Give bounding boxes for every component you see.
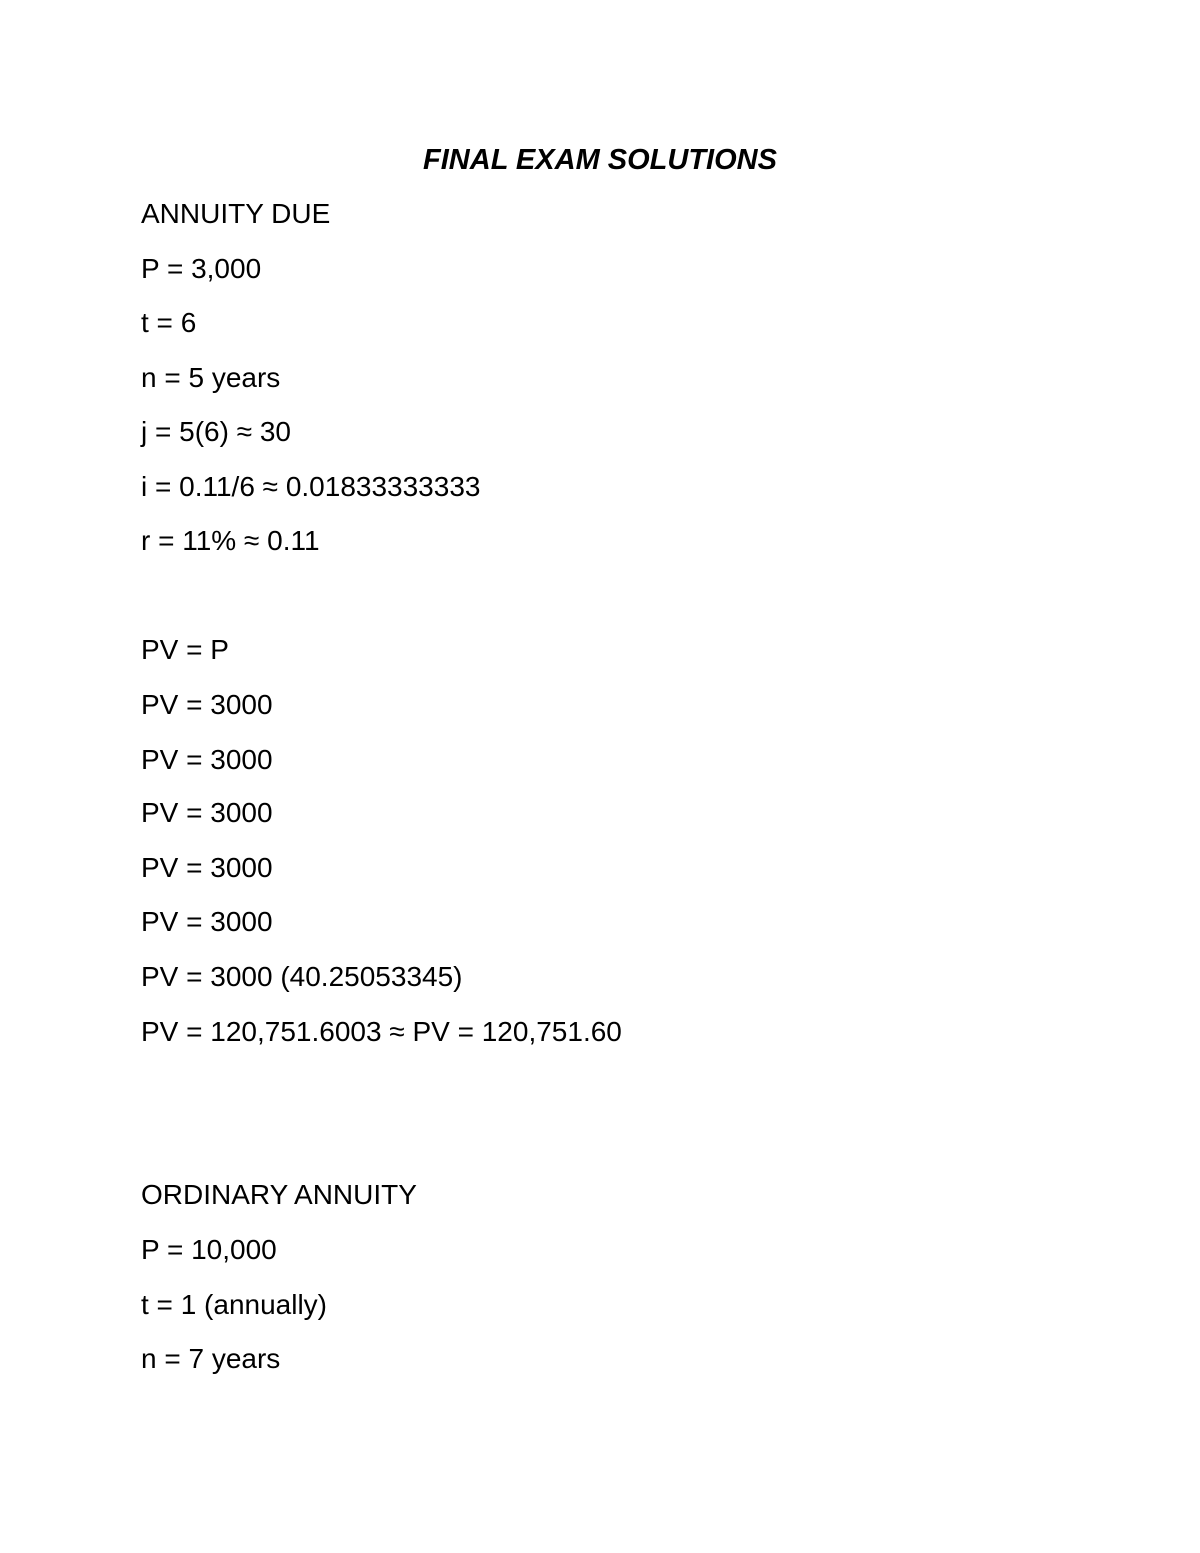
step-line: PV = 3000 — [141, 689, 273, 720]
page-title: FINAL EXAM SOLUTIONS — [423, 144, 777, 176]
given-periods-per-year: t = 6 — [141, 307, 197, 338]
step-line: PV = 3000 — [141, 852, 273, 883]
given-periods-per-year: t = 1 (annually) — [141, 1289, 327, 1320]
step-line: PV = 3000 — [141, 744, 273, 775]
section-heading-ordinary-annuity: ORDINARY ANNUITY — [141, 1179, 417, 1210]
given-years: n = 5 years — [141, 362, 281, 393]
given-years: n = 7 years — [141, 1343, 281, 1374]
step-factor: PV = 3000 (40.25053345) — [141, 961, 463, 992]
given-principal: P = 10,000 — [141, 1234, 277, 1265]
given-principal: P = 3,000 — [141, 253, 262, 284]
step-line: PV = 3000 — [141, 906, 273, 937]
given-periodic-rate: i = 0.11/6 ≈ 0.01833333333 — [141, 471, 481, 502]
given-total-periods: j = 5(6) ≈ 30 — [141, 416, 291, 447]
section-heading-annuity-due: ANNUITY DUE — [141, 198, 331, 229]
step-result: PV = 120,751.6003 ≈ PV = 120,751.60 — [141, 1016, 622, 1047]
given-annual-rate: r = 11% ≈ 0.11 — [141, 525, 320, 556]
step-formula: PV = P — [141, 634, 229, 665]
step-line: PV = 3000 — [141, 797, 273, 828]
